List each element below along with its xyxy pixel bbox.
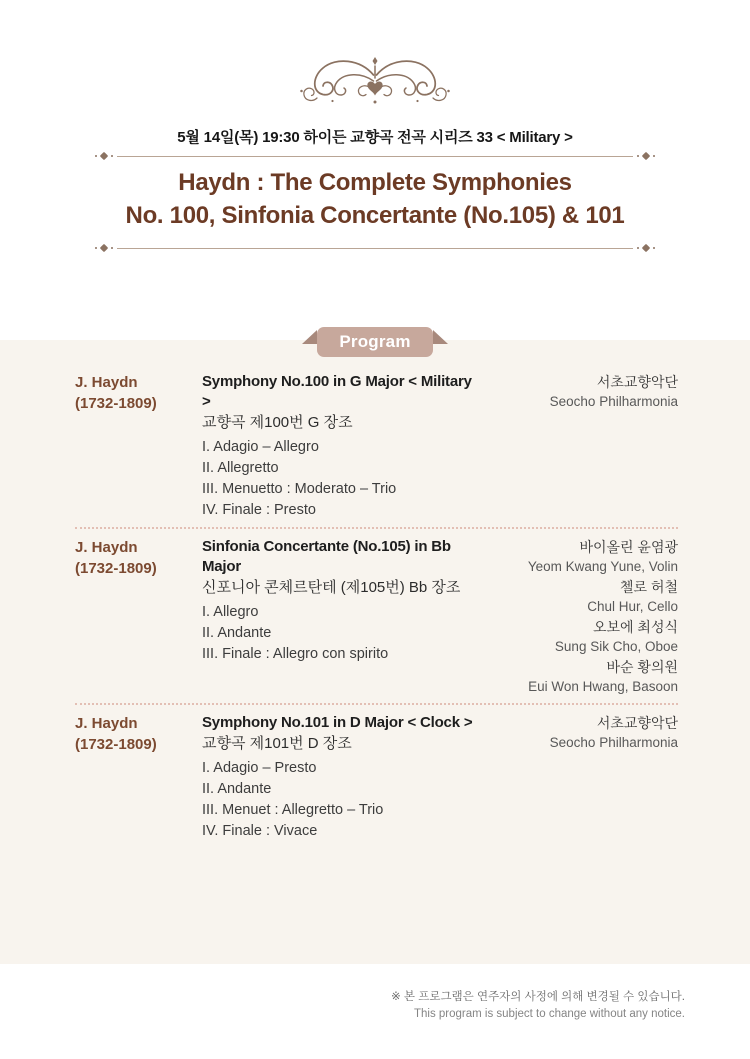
program-badge-label: Program (339, 332, 411, 351)
composer-dates: (1732-1809) (75, 736, 157, 753)
performer-en: Seocho Philharmonia (549, 394, 678, 409)
movement: IV. Finale : Vivace (202, 823, 318, 839)
diamond-ornament (642, 152, 650, 160)
diamond-ornament (100, 244, 108, 252)
diamond-ornament (100, 152, 108, 160)
composer (75, 713, 202, 842)
dot-ornament (637, 155, 639, 157)
movement: I. Allegro (202, 604, 259, 620)
program-section (0, 340, 750, 964)
piece-title: Symphony No.101 in D Major < Clock > (202, 714, 473, 731)
dot-ornament (95, 155, 97, 157)
flourish-ornament-icon (285, 56, 465, 116)
movements-list (202, 437, 473, 521)
performer-kr: 바이올린 윤염광 (579, 539, 678, 555)
movement: II. Andante (202, 781, 272, 797)
diamond-ornament (642, 244, 650, 252)
piece-title-kr: 교향곡 제101번 D 장조 (202, 735, 352, 752)
movement: III. Menuetto : Moderato – Trio (202, 481, 397, 497)
program-entry-symphony-100 (75, 372, 678, 529)
movement: III. Finale : Allegro con spirito (202, 646, 389, 662)
piece (202, 537, 473, 697)
page-title (0, 166, 750, 232)
composer (75, 537, 202, 697)
movements-list (202, 758, 473, 842)
composer-dates: (1732-1809) (75, 395, 157, 412)
movement: III. Menuet : Allegretto – Trio (202, 802, 384, 818)
movement: I. Adagio – Presto (202, 760, 317, 776)
movement: I. Adagio – Allegro (202, 439, 319, 455)
movements-list (202, 602, 473, 665)
dot-ornament (111, 247, 113, 249)
movement: IV. Finale : Presto (202, 502, 316, 518)
piece (202, 713, 473, 842)
composer-dates: (1732-1809) (75, 560, 157, 577)
event-date-line: 5월 14일(목) 19:30 하이든 교향곡 전곡 시리즈 33 < Military > (177, 129, 573, 146)
program-ribbon (302, 327, 448, 358)
dot-ornament (637, 247, 639, 249)
performer-en: Sung Sik Cho, Oboe (554, 639, 678, 654)
piece (202, 372, 473, 521)
performer-kr: 오보에 최성식 (592, 619, 678, 635)
movement: II. Andante (202, 625, 272, 641)
composer-name: J. Haydn (75, 374, 138, 391)
dot-ornament (95, 247, 97, 249)
performer-kr: 첼로 허철 (620, 579, 678, 595)
performers (473, 537, 678, 697)
piece-title: Sinfonia Concertante (No.105) in Bb Major (202, 538, 451, 575)
program-entry-symphony-101 (75, 705, 678, 848)
performers (473, 713, 678, 842)
footer-notice (391, 989, 685, 1023)
divider-line (117, 248, 633, 249)
divider-line (117, 156, 633, 157)
composer (75, 372, 202, 521)
program-entry-sinfonia-concertante (75, 529, 678, 705)
dot-ornament (111, 155, 113, 157)
performers (473, 372, 678, 521)
performer-en: Chul Hur, Cello (587, 599, 678, 614)
performer-kr: 서초교향악단 (596, 374, 678, 390)
movement: II. Allegretto (202, 460, 279, 476)
piece-title: Symphony No.100 in G Major < Military > (202, 373, 472, 410)
performer-en: Yeom Kwang Yune, Volin (527, 559, 678, 574)
footer-notice-kr: ※ 본 프로그램은 연주자의 사정에 의해 변경될 수 있습니다. (391, 991, 685, 1003)
footer-notice-en: This program is subject to change without any notice. (413, 1008, 685, 1020)
piece-title-kr: 신포니아 콘체르탄테 (제105번) Bb 장조 (202, 579, 461, 596)
performer-kr: 바순 황의원 (606, 659, 678, 675)
performer-kr: 서초교향악단 (596, 715, 678, 731)
composer-name: J. Haydn (75, 539, 138, 556)
dot-ornament (653, 247, 655, 249)
title-divider-top (95, 152, 655, 160)
piece-title-kr: 교향곡 제100번 G 장조 (202, 414, 353, 431)
performer-en: Seocho Philharmonia (549, 735, 678, 750)
composer-name: J. Haydn (75, 715, 138, 732)
page-title-line2: No. 100, Sinfonia Concertante (No.105) & 101 (125, 202, 625, 229)
performer-en: Eui Won Hwang, Basoon (528, 679, 678, 694)
title-divider-bottom (95, 244, 655, 252)
dot-ornament (653, 155, 655, 157)
page-title-line1: Haydn : The Complete Symphonies (178, 169, 572, 196)
